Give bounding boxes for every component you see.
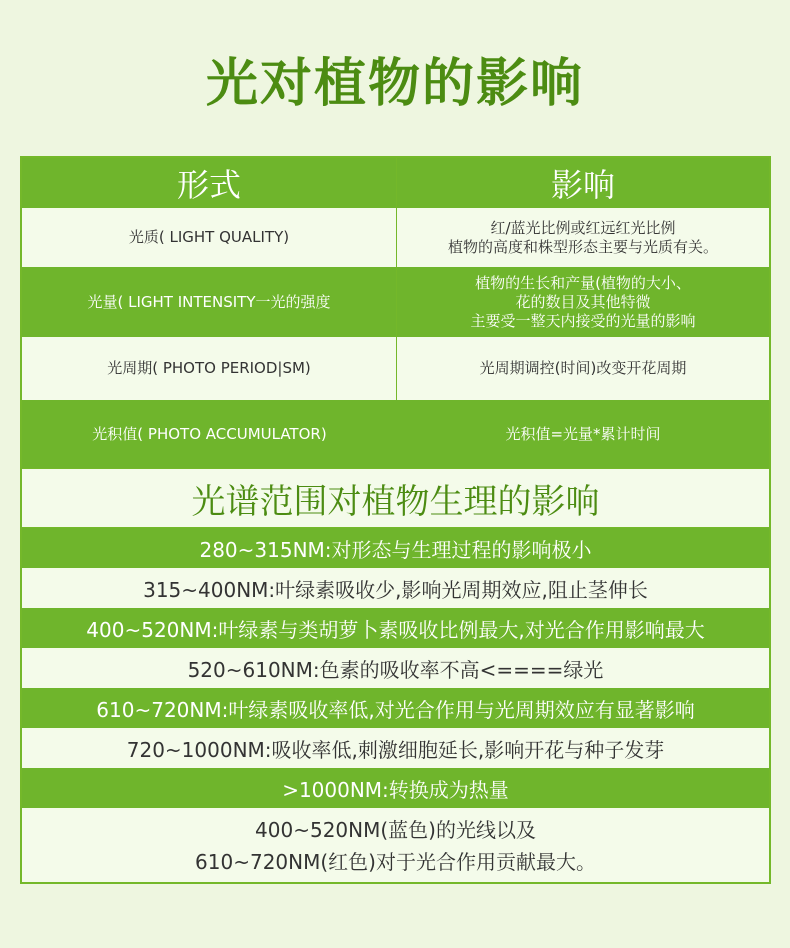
effect-line: 主要受一整天内接受的光量的影响 xyxy=(470,311,696,330)
effect-line: 植物的生长和产量(植物的大小、 xyxy=(475,273,691,292)
spectrum-title: 光谱范围对植物生理的影响 xyxy=(22,468,769,528)
table-header-row xyxy=(22,158,769,208)
spectrum-line: 610~720NM:叶绿素吸收率低,对光合作用与光周期效应有显著影响 xyxy=(22,688,769,728)
table-row xyxy=(22,267,769,337)
spectrum-line: 400~520NM:叶绿素与类胡萝卜素吸收比例最大,对光合作用影响最大 xyxy=(22,608,769,648)
spectrum-line: 280~315NM:对形态与生理过程的影响极小 xyxy=(22,528,769,568)
info-table xyxy=(20,156,771,884)
header-form: 形式 xyxy=(22,158,397,208)
spectrum-line: >1000NM:转换成为热量 xyxy=(22,768,769,808)
spectrum-line: 315~400NM:叶绿素吸收少,影响光周期效应,阻止茎伸长 xyxy=(22,568,769,608)
conclusion-line: 400~520NM(蓝色)的光线以及 xyxy=(255,818,536,842)
form-cell: 光周期( PHOTO PERIOD|SM) xyxy=(22,337,397,400)
effect-cell xyxy=(397,208,769,267)
form-cell: 光量( LIGHT INTENSITY一光的强度 xyxy=(22,267,397,337)
effect-line: 红/蓝光比例或红远红光比例 xyxy=(490,218,676,237)
spectrum-line: 720~1000NM:吸收率低,刺激细胞延长,影响开花与种子发芽 xyxy=(22,728,769,768)
effect-cell: 光积值=光量*累计时间 xyxy=(505,424,661,443)
table-row xyxy=(22,208,769,267)
form-cell: 光积值( PHOTO ACCUMULATOR) xyxy=(92,424,327,443)
header-effect: 影响 xyxy=(550,166,615,204)
spectrum-line: 520~610NM:色素的吸收率不高<====绿光 xyxy=(22,648,769,688)
page-title: 光对植物的影响 xyxy=(205,54,584,114)
table-row xyxy=(22,337,769,400)
effect-cell xyxy=(397,267,769,337)
conclusion xyxy=(22,808,769,882)
table-row xyxy=(22,400,769,468)
form-cell: 光质( LIGHT QUALITY) xyxy=(22,208,397,267)
effect-cell: 光周期调控(时间)改变开花周期 xyxy=(479,359,687,377)
effect-line: 植物的高度和株型形态主要与光质有关。 xyxy=(447,237,718,256)
effect-line: 花的数目及其他特微 xyxy=(515,292,651,311)
conclusion-line: 610~720NM(红色)对于光合作用贡献最大。 xyxy=(195,850,596,874)
